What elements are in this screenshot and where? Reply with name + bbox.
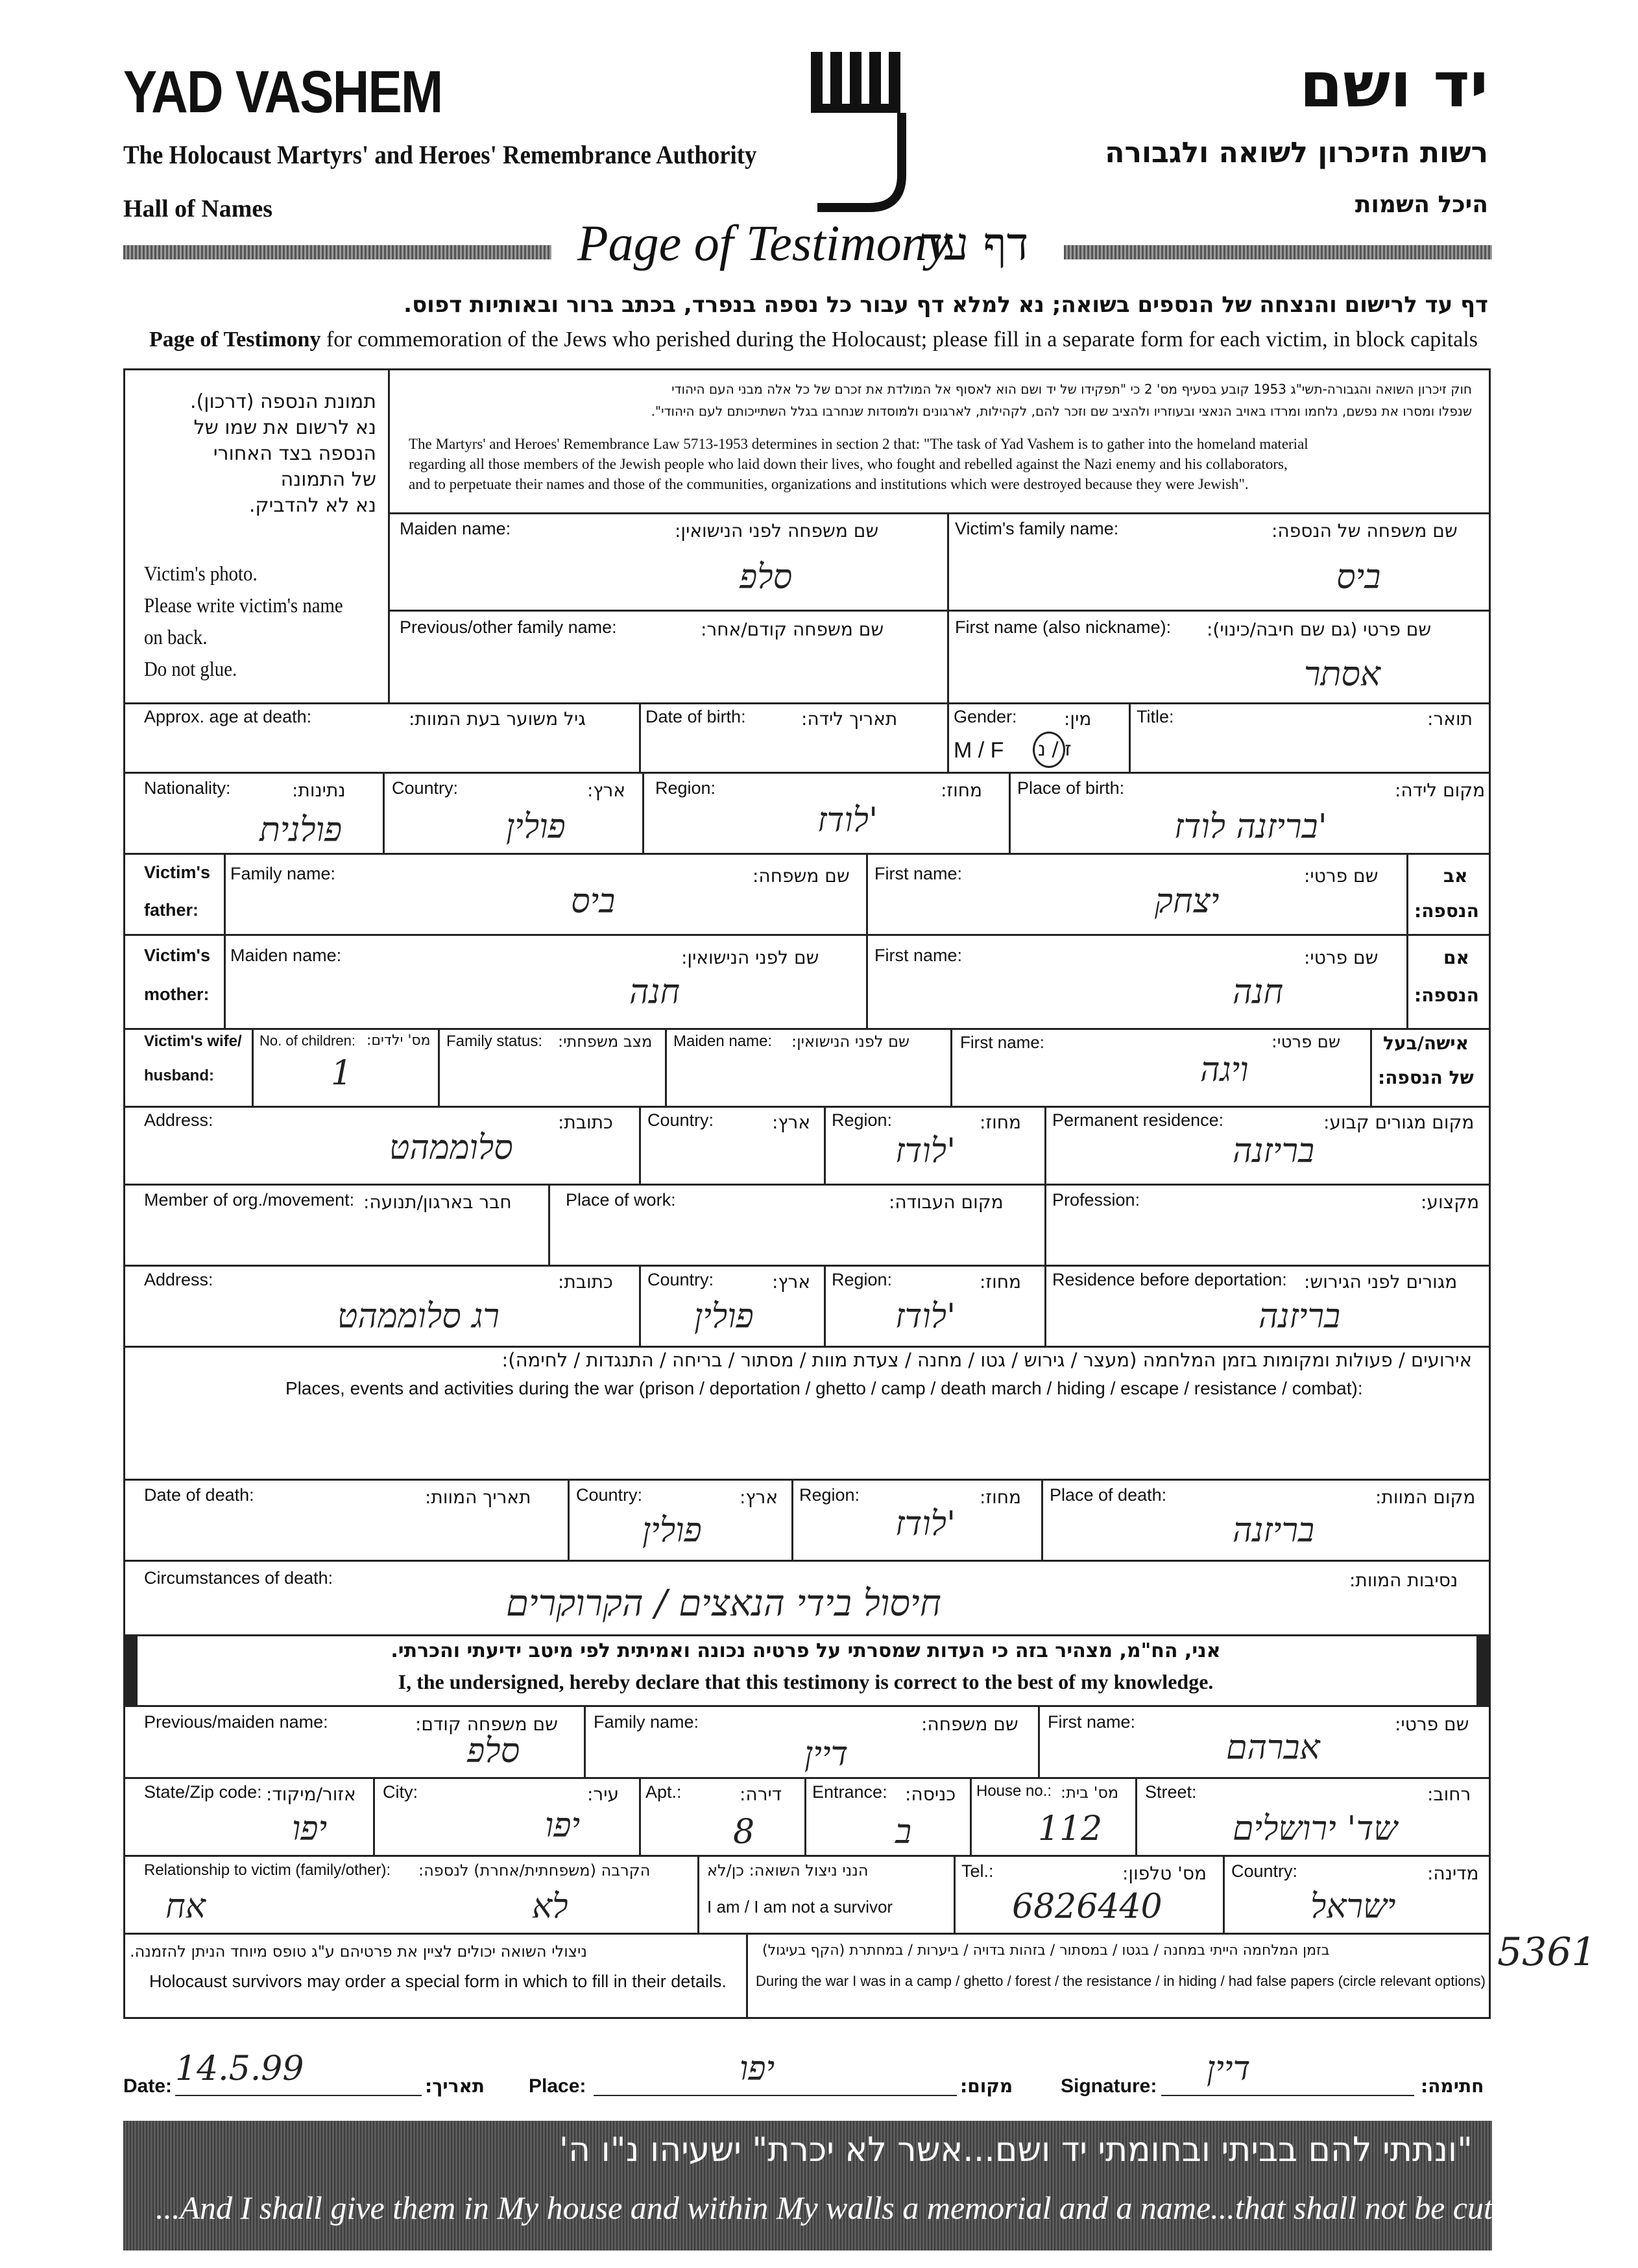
family-label-he: שם משפחה של הנספה: — [1271, 520, 1458, 542]
country-label-he: ארץ: — [587, 780, 626, 801]
pod-value[interactable]: בריזנה — [1233, 1511, 1315, 1550]
family-value[interactable]: ביס — [1336, 558, 1381, 597]
instructions-en — [149, 328, 1478, 352]
death-region-label-he: מחוז: — [980, 1486, 1022, 1508]
page-title-he: דף עד — [921, 217, 1029, 270]
rule — [1041, 1479, 1043, 1560]
page-title-en: Page of Testimony — [577, 215, 950, 271]
rule — [1223, 1855, 1225, 1933]
age-label-he: גיל משוער בעת המוות: — [409, 708, 586, 730]
law-he-1: חוק זיכרון השואה והגבורה-תשי"ג 1953 קובע בסעיף מס' 2 כי "תפקידו של יד ושם הוא לאסוף אל המולדת את זכרם של כל אלה מבני העם היהודי — [671, 381, 1472, 397]
zip-label-he: אזור/מיקוד: — [266, 1784, 356, 1805]
address2-value[interactable]: רג סלוממהט — [337, 1297, 500, 1336]
date-label-he: תאריך: — [425, 2075, 485, 2097]
spouse-first-label-en: First name: — [960, 1033, 1045, 1052]
photo-en-line: Victim's photo. — [144, 562, 258, 585]
photo-en-line: Do not glue. — [144, 657, 237, 680]
maiden-value[interactable]: סלפ — [740, 558, 793, 597]
rule — [584, 1707, 586, 1777]
rule — [824, 1106, 826, 1184]
mother-first-label-he: שם פרטי: — [1304, 947, 1379, 968]
relationship-value[interactable]: אח — [165, 1887, 206, 1926]
rule — [123, 934, 1491, 936]
rule — [388, 512, 1491, 514]
rule — [383, 772, 385, 853]
mother-first-value[interactable]: חנה — [1233, 973, 1284, 1012]
gender-label-en: Gender: — [954, 707, 1017, 726]
title-band-left — [123, 245, 551, 259]
photo-divider — [388, 368, 390, 702]
before-label-en: Residence before deportation: — [1052, 1270, 1287, 1289]
rule — [373, 1777, 375, 1855]
rule — [123, 702, 1491, 704]
mother-first-label-en: First name: — [874, 946, 963, 965]
circ-label-en: Circumstances of death: — [144, 1568, 333, 1588]
status-label-he: מצב משפחתי: — [558, 1033, 653, 1051]
address2-country-value[interactable]: פולין — [694, 1297, 754, 1336]
father-family-label-en: Family name: — [230, 864, 336, 883]
region-label-en: Region: — [655, 778, 716, 798]
death-country-label-he: ארץ: — [740, 1486, 778, 1508]
rule — [1370, 1028, 1372, 1106]
witness-family-label-he: שם משפחה: — [921, 1713, 1018, 1735]
underline — [594, 2095, 957, 2096]
pod-label-he: מקום המוות: — [1375, 1486, 1476, 1508]
mother-maiden-label-en: Maiden name: — [230, 946, 342, 965]
father-family-value[interactable]: ביס — [571, 882, 616, 921]
witness-prev-label-he: שם משפחה קודם: — [415, 1713, 558, 1735]
dob-label-he: תאריך לידה: — [801, 708, 898, 730]
dod-label-en: Date of death: — [144, 1485, 254, 1505]
photo-en-line: Please write victim's name — [144, 593, 343, 617]
witness-first-label-en: First name: — [1048, 1712, 1136, 1732]
spouse-label-he-2: של הנספה: — [1378, 1067, 1474, 1088]
apt-label-en: Apt.: — [645, 1782, 682, 1802]
maiden-label-he: שם משפחה לפני הנישואין: — [675, 520, 879, 542]
photo-instructions-en — [144, 558, 343, 685]
gender-options-he[interactable]: ז / נ — [1038, 738, 1072, 761]
father-first-value[interactable]: יצחק — [1155, 882, 1220, 921]
yad-vashem-logo — [804, 45, 908, 214]
photo-he-line: נא לא להדביק. — [248, 494, 376, 517]
photo-he-line: נא לרשום את שמו של — [193, 416, 376, 439]
entrance-label-en: Entrance: — [812, 1782, 887, 1802]
address-region-label-he: מחוז: — [980, 1112, 1022, 1133]
mother-maiden-value[interactable]: חנה — [629, 973, 680, 1012]
address-label-he: כתובת: — [558, 1112, 613, 1133]
rule — [1044, 1184, 1046, 1265]
death-region-label-en: Region: — [799, 1485, 860, 1505]
spouse-first-label-he: שם פרטי: — [1271, 1033, 1341, 1052]
tel-value[interactable]: 6826440 — [1012, 1887, 1162, 1926]
survivors-note-he: ניצולי השואה יכולים לציין את פרטיהם ע"ג טופס מיוחד הניתן להזמנה. — [130, 1942, 587, 1961]
prev-label-en: Previous/other family name: — [400, 617, 617, 637]
photo-he-line: תמונת הנספה (דרכון). — [190, 390, 376, 413]
instructions-he: דף עד לרישום והנצחה של הנספים בשואה; נא למלא דף עבור כל נספה בנפרד, בכתב ברור ובאותיות דפוס. — [403, 292, 1488, 318]
tel-label-he: מס' טלפון: — [1122, 1863, 1207, 1884]
address2-label-en: Address: — [144, 1270, 213, 1289]
nationality-label-en: Nationality: — [144, 778, 231, 798]
rule — [665, 1028, 667, 1106]
rule — [824, 1265, 826, 1346]
rule — [123, 1560, 1491, 1562]
rule — [1009, 772, 1011, 853]
law-en-3: and to perpetuate their names and those of the communities, organizations and institutions which were destroyed because they were Jewish". — [409, 476, 1249, 492]
rule — [639, 1106, 641, 1184]
law-en-1: The Martyrs' and Heroes' Remembrance Law 5713-1953 determines in section 2 that: "The task of Yad Vashem is to gather into the homeland material — [409, 436, 1308, 452]
declaration-en: I, the undersigned, hereby declare that this testimony is correct to the best of my knowledge. — [398, 1670, 1214, 1693]
mother-label-he-2: הנספה: — [1414, 985, 1479, 1006]
children-value[interactable]: 1 — [331, 1054, 353, 1093]
street-label-he: רחוב: — [1427, 1784, 1471, 1805]
death-region-value[interactable]: לודז' — [895, 1505, 956, 1544]
org-name-en: YAD VASHEM — [123, 59, 442, 125]
spouse-maiden-label-he: שם לפני הנישואין: — [791, 1033, 910, 1051]
spouse-label-he-1: אישה/בעל — [1383, 1033, 1469, 1054]
gender-label-he: מין: — [1064, 708, 1092, 730]
mother-label-en-1: Victim's — [144, 946, 210, 965]
relationship-value-2[interactable]: לא — [532, 1887, 568, 1926]
rule — [954, 1855, 956, 1933]
children-label-he: מס' ילדים: — [367, 1033, 431, 1049]
signature-value[interactable]: דיין — [1207, 2049, 1251, 2088]
zip-value[interactable]: יפו — [292, 1809, 328, 1848]
entrance-value[interactable]: ב — [895, 1813, 912, 1852]
title-label-en: Title: — [1137, 707, 1174, 726]
rule — [947, 512, 949, 702]
date-value[interactable]: 14.5.99 — [175, 2049, 304, 2088]
address-region-value[interactable]: לודז' — [895, 1132, 956, 1171]
survivor-label-he[interactable]: הנני ניצול השואה: כן/לא — [707, 1861, 869, 1880]
witness-family-label-en: Family name: — [594, 1712, 699, 1732]
spouse-maiden-label-en: Maiden name: — [673, 1033, 773, 1050]
father-first-label-en: First name: — [874, 864, 963, 883]
first-value[interactable]: אסתר — [1304, 655, 1381, 694]
underline — [1161, 2095, 1414, 2096]
rule — [123, 1184, 1491, 1186]
rule — [950, 1028, 952, 1106]
nationality-value[interactable]: פולנית — [259, 811, 343, 850]
witness-prev-label-en: Previous/maiden name: — [144, 1712, 328, 1732]
rule — [866, 853, 868, 1028]
rule — [746, 1933, 748, 2019]
address2-region-value[interactable]: לודז' — [895, 1297, 956, 1336]
rule — [1406, 853, 1408, 1028]
rule — [123, 1933, 1491, 1935]
prof-label-he: מקצוע: — [1421, 1191, 1480, 1213]
country-label-en: Country: — [392, 778, 459, 798]
address-value[interactable]: סלוממהט — [389, 1128, 513, 1167]
before-label-he: מגורים לפני הגירוש: — [1304, 1271, 1458, 1293]
rule — [123, 1777, 1491, 1779]
pob-label-en: Place of birth: — [1017, 778, 1125, 798]
date-label-en: Date: — [123, 2075, 173, 2097]
org-label-he: חבר בארגון/תנועה: — [363, 1191, 512, 1213]
dob-label-en: Date of birth: — [645, 707, 746, 726]
spouse-label-en-2: husband: — [144, 1067, 214, 1084]
father-label-en-1: Victim's — [144, 863, 210, 882]
country5-label-he: מדינה: — [1427, 1863, 1479, 1884]
rule — [123, 1346, 1491, 1348]
rule — [970, 1777, 972, 1855]
instructions-en-text: for commemoration of the Jews who perished during the Holocaust; please fill in a separate form for each victim, in block capitals — [326, 328, 1478, 352]
perm-label-he: מקום מגורים קבוע: — [1323, 1112, 1475, 1133]
survivors-note-en: Holocaust survivors may order a special form in which to fill in their details. — [149, 1972, 727, 1991]
pob-value[interactable]: בריזנה לודז' — [1174, 807, 1327, 846]
rule — [791, 1479, 793, 1560]
witness-family-value[interactable]: דיין — [804, 1735, 849, 1774]
nationality-label-he: נתינות: — [292, 780, 346, 801]
rule — [639, 1265, 641, 1346]
hall-he: היכל השמות — [1355, 191, 1488, 218]
spouse-first-value[interactable]: ויגה — [1200, 1051, 1249, 1090]
region-label-he: מחוז: — [941, 780, 983, 801]
street-label-en: Street: — [1145, 1782, 1197, 1802]
city-label-en: City: — [383, 1782, 418, 1802]
signature-label-he: חתימה: — [1421, 2075, 1484, 2097]
first-label-he: שם פרטי (גם שם חיבה/כינוי): — [1207, 619, 1432, 640]
footer-quote-en: ...And I shall give them in My house and within My walls a memorial and a name...that shall not be cut off" Isaiah — [156, 2190, 1638, 2226]
father-label-he-1: אב — [1443, 865, 1468, 887]
father-first-label-he: שם פרטי: — [1304, 865, 1379, 887]
maiden-label-en: Maiden name: — [400, 519, 511, 538]
age-label-en: Approx. age at death: — [144, 707, 312, 726]
pod-label-en: Place of death: — [1050, 1485, 1167, 1505]
prof-label-en: Profession: — [1052, 1190, 1140, 1210]
circ-label-he: נסיבות המוות: — [1349, 1570, 1458, 1591]
rule — [639, 702, 641, 772]
family-label-en: Victim's family name: — [955, 519, 1119, 538]
rule — [568, 1479, 570, 1560]
rule — [1038, 1707, 1040, 1777]
underline — [175, 2095, 422, 2096]
address2-region-label-he: מחוז: — [980, 1271, 1022, 1293]
father-label-en-2: father: — [144, 900, 199, 920]
city-label-he: עיר: — [587, 1784, 620, 1805]
rule — [1135, 1777, 1137, 1855]
house-label-he: מס' בית: — [1061, 1784, 1119, 1802]
gender-circle-mark — [1033, 732, 1065, 768]
rule — [252, 1028, 254, 1106]
country5-value[interactable]: ישראל — [1310, 1887, 1396, 1926]
photo-he-line: הנספה בצד האחורי — [213, 442, 376, 465]
death-country-label-en: Country: — [576, 1485, 643, 1505]
mother-label-en-2: mother: — [144, 985, 210, 1004]
region-value[interactable]: לודז' — [817, 801, 878, 840]
rule — [947, 702, 949, 772]
entrance-label-he: כניסה: — [905, 1784, 956, 1805]
street-value[interactable]: שד' ירושלים — [1233, 1809, 1398, 1848]
gender-options-en[interactable]: M / F — [954, 738, 1004, 763]
spouse-label-en-1: Victim's wife/ — [144, 1033, 242, 1050]
first-label-en: First name (also nickname): — [955, 617, 1172, 637]
children-label-en: No. of children: — [259, 1033, 355, 1049]
hall-en: Hall of Names — [123, 195, 273, 222]
law-en-2: regarding all those members of the Jewish people who laid down their lives, who fought and rebelled against the Nazi enemy and his collaborators, — [409, 456, 1288, 472]
rule — [123, 1479, 1491, 1481]
before-value[interactable]: בריזנה — [1259, 1297, 1341, 1336]
apt-label-he: דירה: — [740, 1784, 782, 1805]
tel-label-en: Tel.: — [961, 1861, 994, 1881]
rule — [1044, 1265, 1046, 1346]
mother-label-he-1: אם — [1443, 947, 1469, 968]
father-label-he-2: הנספה: — [1414, 900, 1479, 922]
address2-region-label-en: Region: — [832, 1270, 893, 1289]
prev-label-he: שם משפחה קודם/אחר: — [701, 619, 884, 640]
footer-quote-he: "ונתתי להם בביתי ובחומתי יד ושם...אשר לא יכרת" ישעיהו נ"ו ה' — [559, 2131, 1473, 2169]
place-label-he: מקום: — [960, 2075, 1013, 2097]
witness-first-value[interactable]: אברהם — [1226, 1728, 1320, 1767]
witness-prev-value[interactable]: סלפ — [467, 1732, 520, 1771]
house-label-en: House no.: — [976, 1782, 1052, 1800]
witness-first-label-he: שם פרטי: — [1395, 1713, 1469, 1735]
rule — [438, 1028, 440, 1106]
zip-label-en: State/Zip code: — [144, 1782, 262, 1802]
photo-en-line: on back. — [144, 625, 208, 649]
country5-label-en: Country: — [1231, 1861, 1298, 1881]
father-family-label-he: שם משפחה: — [753, 865, 850, 887]
rel-label-en: Relationship to victim (family/other): — [144, 1861, 391, 1879]
org-name-he: יד ושם — [1299, 49, 1488, 121]
perm-value[interactable]: בריזנה — [1233, 1132, 1315, 1171]
photo-he-line: של התמונה — [280, 468, 376, 491]
mother-maiden-label-he: שם לפני הנישואין: — [681, 947, 819, 968]
rule — [642, 772, 644, 853]
wartime-note-en: During the war I was in a camp / ghetto / forest / the resistance / in hiding / had false papers (circle relevant options) — [756, 1973, 1486, 1989]
address2-label-he: כתובת: — [558, 1271, 613, 1293]
rule — [123, 1855, 1491, 1857]
circ-value[interactable]: חיסול בידי הנאצים / הקרוקרים — [506, 1582, 941, 1625]
rel-label-he: הקרבה (משפחתית/אחרת) לנספה: — [418, 1861, 651, 1880]
rule — [548, 1184, 550, 1265]
law-he-2: שנפלו ומסרו את נפשם, נלחמו ומרדו באויב הנאצי ובעוזריו ולהציב שם וזכר להם, לקהילות, לארגונים ולמוסדות שנחרבו בגלל השתייכותם לעם היהודי". — [651, 403, 1472, 419]
events-label-he: אירועים / פעולות ומקומות בזמן המלחמה (מעצר / גירוש / גטו / מחנה / צעדת מוות / מסתור / בריחה / התנגדות / לחימה): — [501, 1349, 1472, 1371]
rule — [1044, 1106, 1046, 1184]
title-label-he: תואר: — [1427, 708, 1473, 730]
authority-en: The Holocaust Martyrs' and Heroes' Remembrance Authority — [123, 140, 757, 169]
rule — [123, 1028, 1491, 1030]
rule — [224, 853, 226, 1028]
rule — [804, 1777, 806, 1855]
rule — [1129, 702, 1131, 772]
rule — [123, 1106, 1491, 1108]
apt-value[interactable]: 8 — [733, 1813, 755, 1852]
work-label-en: Place of work: — [566, 1190, 676, 1210]
place-label-en: Place: — [529, 2075, 586, 2097]
dod-label-he: תאריך המוות: — [425, 1486, 531, 1508]
signature-label-en: Signature: — [1061, 2075, 1157, 2097]
status-label-en: Family status: — [446, 1033, 543, 1050]
rule — [123, 1265, 1491, 1267]
rule — [123, 772, 1491, 774]
rule — [639, 1777, 641, 1855]
rule — [388, 610, 1491, 612]
address-country-label-en: Country: — [647, 1110, 714, 1130]
wartime-note-he: בזמן המלחמה הייתי במחנה / בגטו / במסתור / בזהות בדויה / ביערות / במחתרת (הקף בעיגול) — [762, 1942, 1330, 1959]
address-region-label-en: Region: — [832, 1110, 893, 1130]
title-band-right — [1064, 245, 1492, 259]
place-value[interactable]: יפו — [740, 2049, 775, 2088]
survivor-label-en[interactable]: I am / I am not a survivor — [707, 1897, 893, 1916]
address-country-label-he: ארץ: — [772, 1112, 811, 1133]
rule — [697, 1855, 699, 1933]
org-label-en: Member of org./movement: — [144, 1190, 355, 1210]
perm-label-en: Permanent residence: — [1052, 1110, 1224, 1130]
death-country-value[interactable]: פולין — [642, 1511, 702, 1550]
photo-instructions-he — [136, 389, 376, 519]
authority-he: רשות הזיכרון לשואה ולגבורה — [1105, 136, 1488, 169]
rule — [123, 853, 1491, 855]
house-value[interactable]: 112 — [1038, 1809, 1103, 1848]
events-label-en: Places, events and activities during the war (prison / deportation / ghetto / camp / death march / hiding / escape / resistance / combat): — [285, 1378, 1363, 1398]
instructions-en-bold: Page of Testimony — [149, 328, 321, 352]
city-value[interactable]: יפו — [545, 1806, 581, 1845]
work-label-he: מקום העבודה: — [889, 1191, 1004, 1213]
country-value[interactable]: פולין — [506, 807, 566, 846]
address-label-en: Address: — [144, 1110, 213, 1130]
address2-country-label-he: ארץ: — [772, 1271, 811, 1293]
pob-label-he: מקום לידה: — [1395, 780, 1486, 801]
declaration-he: אני, הח"מ, מצהיר בזה כי העדות שמסרתי על פרטיה נכונה ואמיתית לפי מיטב ידיעתי והכרתי. — [391, 1640, 1221, 1662]
address2-country-label-en: Country: — [647, 1270, 714, 1289]
margin-note: 5361 — [1497, 1929, 1596, 1975]
